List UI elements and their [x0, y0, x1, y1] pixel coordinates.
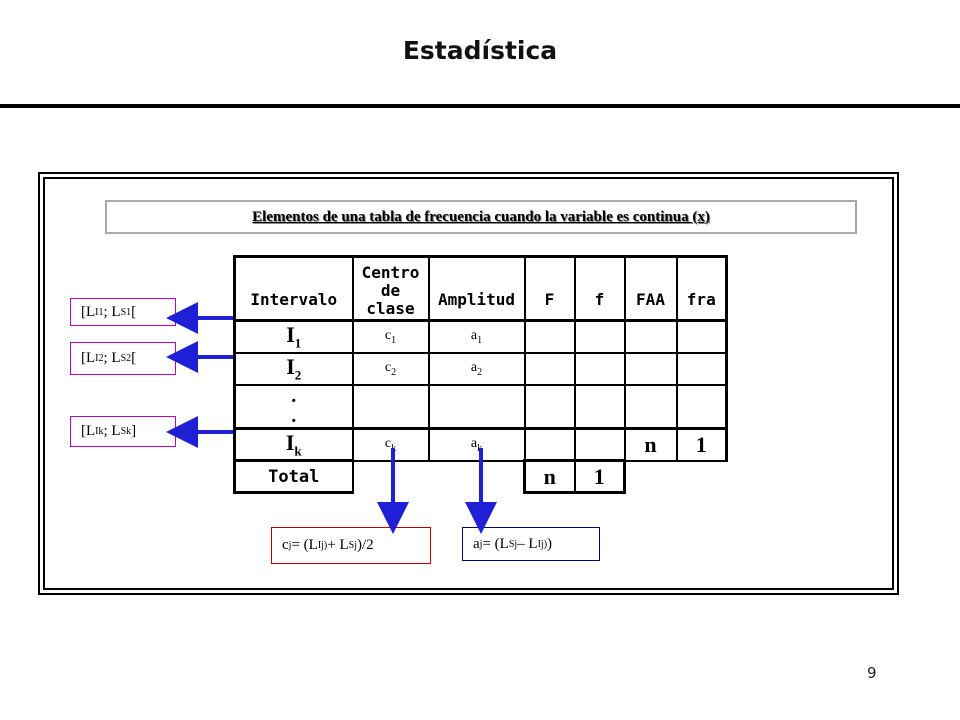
ellipsis-cell	[235, 385, 353, 429]
center-formula-box: c j = (L Ij) + L Sj )/2	[271, 527, 431, 564]
header-f: f	[575, 257, 625, 321]
F-cell	[525, 429, 575, 461]
header-intervalo: Intervalo	[235, 257, 353, 321]
header-amplitud: Amplitud	[429, 257, 525, 321]
total-F-cell: n	[525, 461, 575, 493]
fra-cell	[677, 353, 727, 385]
f-cell	[575, 429, 625, 461]
fra-cell: 1	[677, 429, 727, 461]
table-total-row	[235, 461, 727, 493]
fra-cell	[677, 321, 727, 353]
table-row	[235, 353, 727, 385]
F-cell	[525, 321, 575, 353]
header-fra: fra	[677, 257, 727, 321]
center-cell: $c_2$	[353, 353, 429, 385]
interval-cell: $I_1$	[235, 321, 353, 353]
amplitude-cell: $a_2$	[429, 353, 525, 385]
FAA-cell: n	[625, 429, 677, 461]
title-divider	[0, 104, 960, 108]
FAA-cell	[625, 321, 677, 353]
amplitude-cell: $a_1$	[429, 321, 525, 353]
table-row	[235, 321, 727, 353]
header-FAA: FAA	[625, 257, 677, 321]
interval-label-1: [L I1 ; L S1 [	[70, 298, 176, 326]
table-header-row	[235, 257, 727, 321]
header-F: F	[525, 257, 575, 321]
table-caption-text: Elementos de una tabla de frecuencia cuando la variable es continua (x)	[252, 208, 710, 225]
interval-label-2: [L I2 ; L S2 [	[70, 342, 176, 375]
f-cell	[575, 353, 625, 385]
header-centro-de-clase: Centro de clase	[353, 257, 429, 321]
interval-cell: $I_k$	[235, 429, 353, 461]
interval-label-k: [L Ik ; L Sk ]	[70, 416, 176, 447]
page-number: 9	[867, 664, 877, 682]
amplitude-formula-box: a j = (L Sj – L Ij) )	[462, 527, 600, 561]
table-row-ellipsis	[235, 385, 727, 429]
vertical-ellipsis-icon: . .	[291, 385, 297, 428]
table-caption	[105, 200, 857, 234]
frequency-table	[233, 255, 728, 494]
f-cell	[575, 321, 625, 353]
interval-cell: $I_2$	[235, 353, 353, 385]
F-cell	[525, 353, 575, 385]
table-row	[235, 429, 727, 461]
slide-title: Estadística	[402, 36, 558, 65]
total-f-cell: 1	[575, 461, 625, 493]
FAA-cell	[625, 353, 677, 385]
center-cell: $c_k$	[353, 429, 429, 461]
total-label: Total	[235, 461, 353, 493]
center-cell: $c_1$	[353, 321, 429, 353]
amplitude-cell: $a_k$	[429, 429, 525, 461]
